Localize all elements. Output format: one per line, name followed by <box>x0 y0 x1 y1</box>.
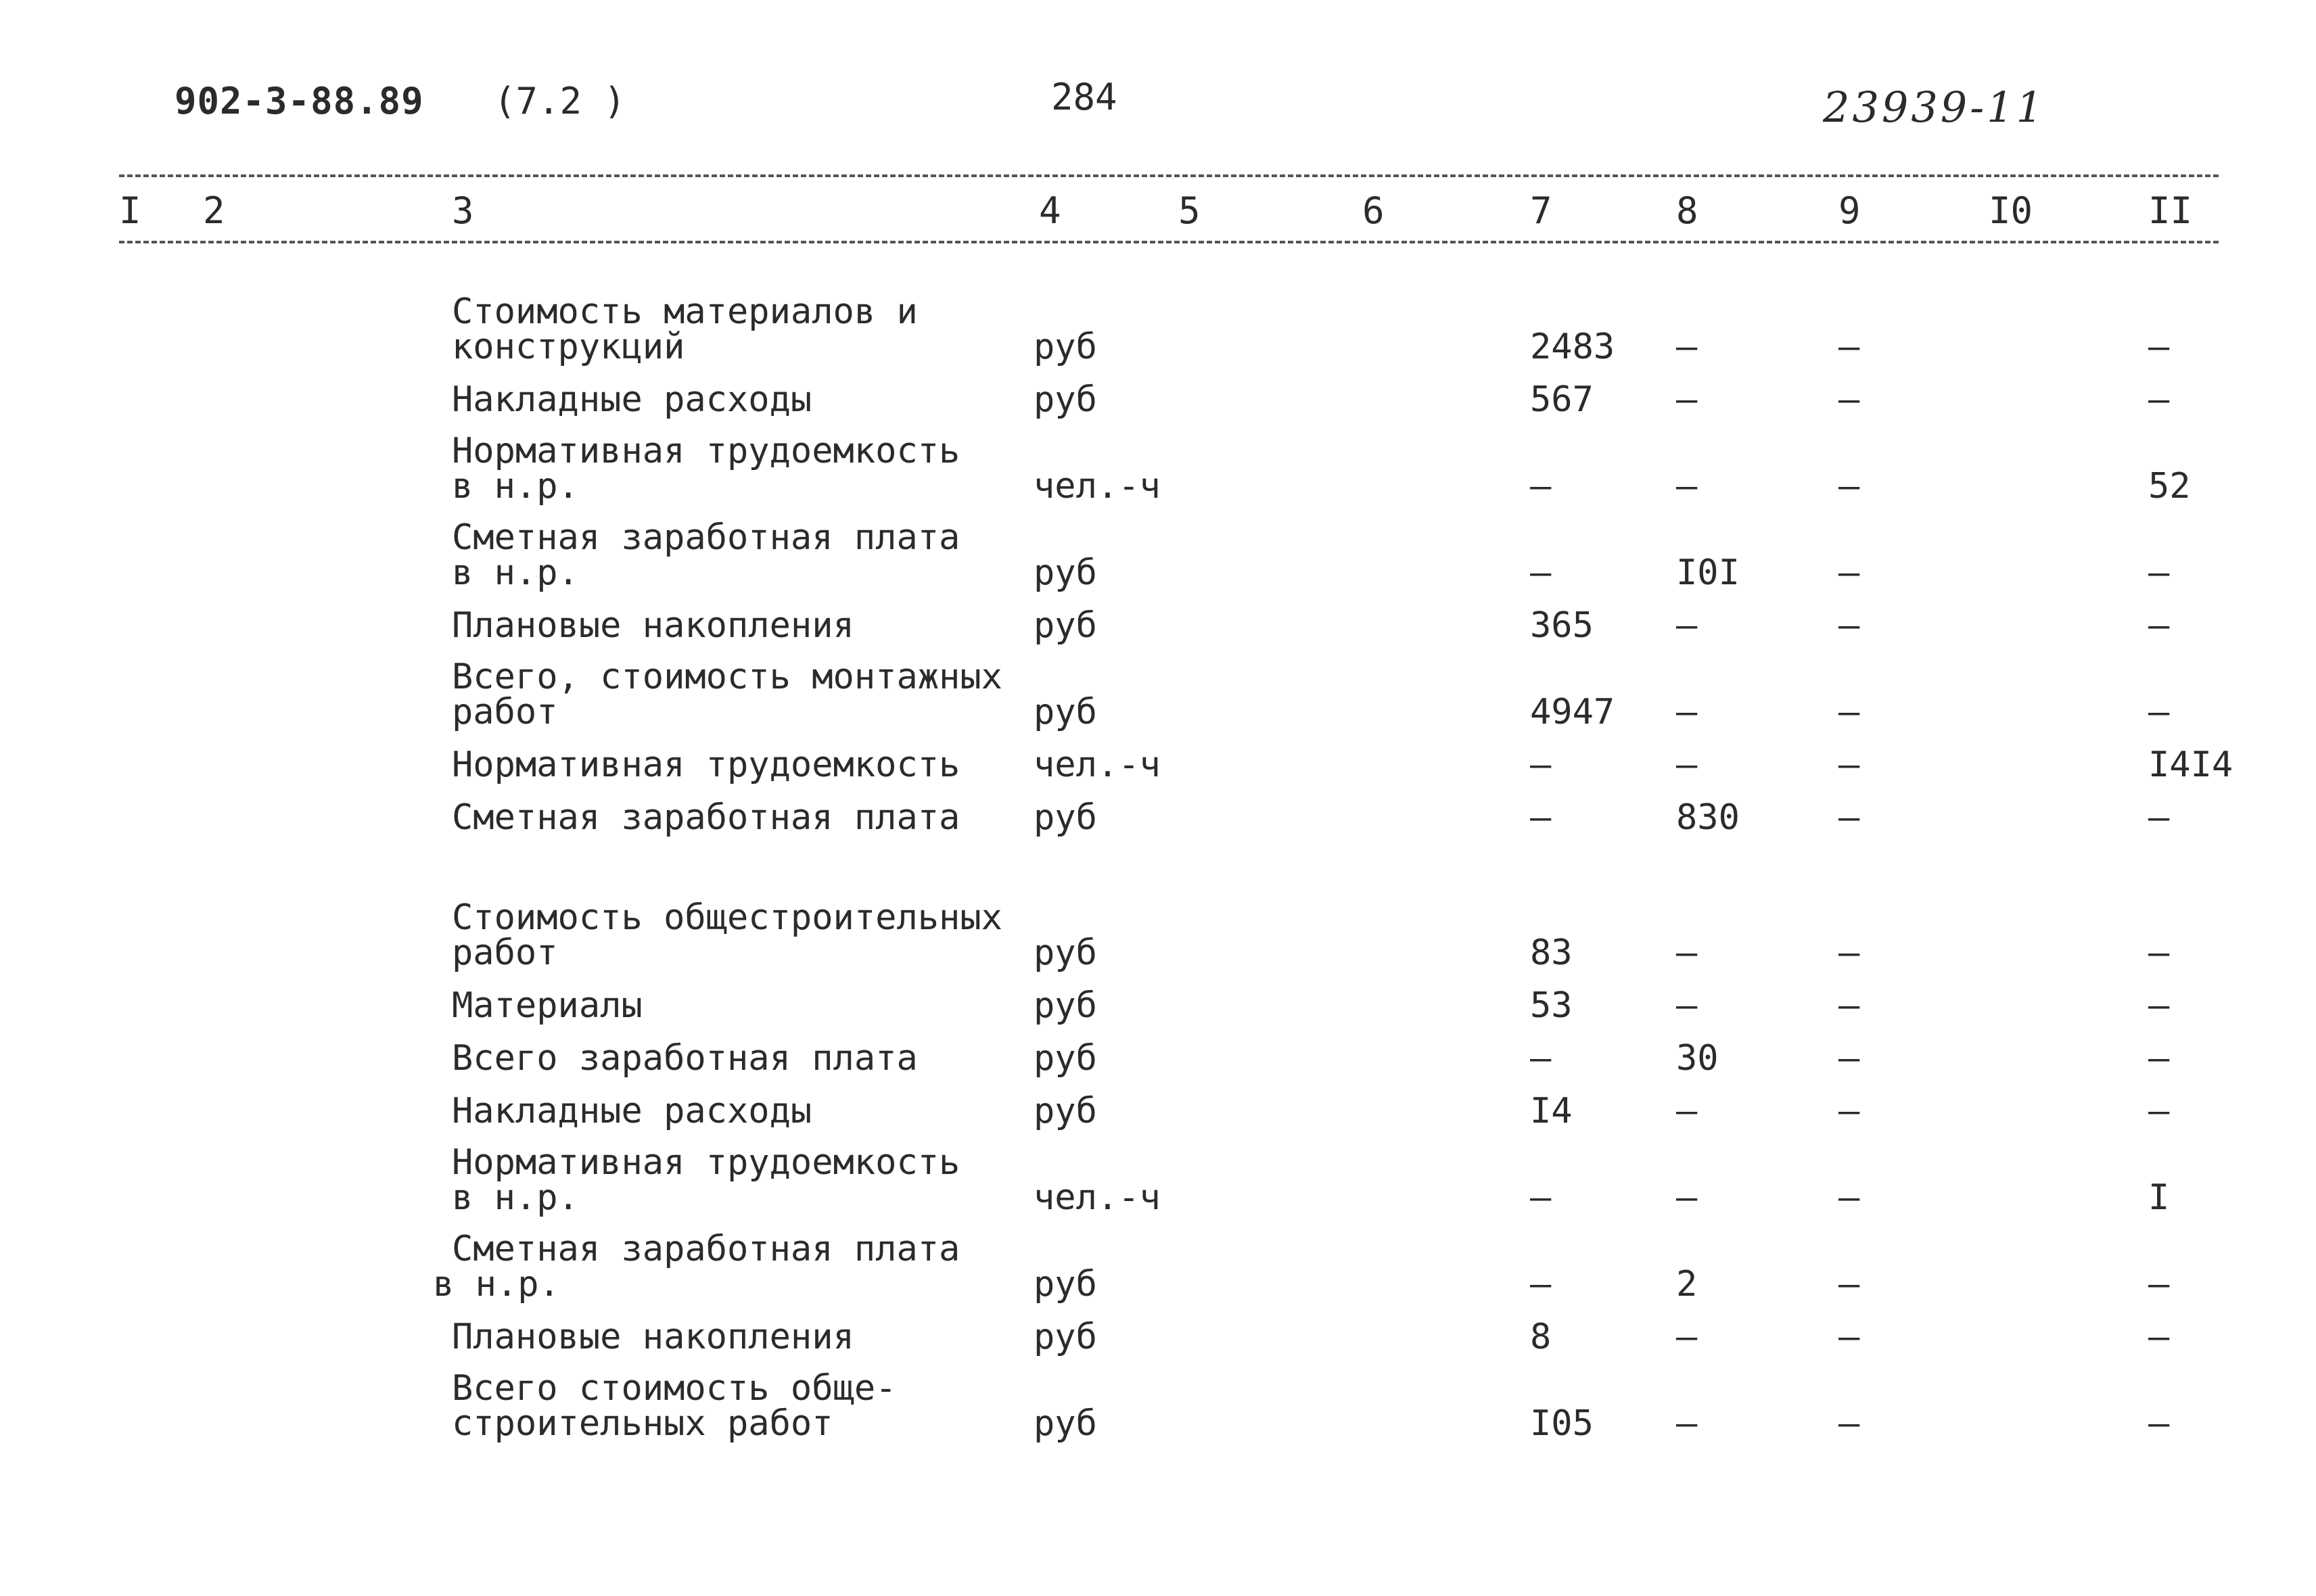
row-name: в н.р. <box>452 553 579 593</box>
row-unit: руб <box>1034 1038 1097 1079</box>
row-name: Нормативная трудоемкость <box>452 431 960 471</box>
row-value-c7: – <box>1530 797 1552 838</box>
row-value-c8: – <box>1676 379 1698 420</box>
row-value-c11: – <box>2148 1038 2170 1079</box>
column-number: 7 <box>1530 189 1552 232</box>
row-value-c9: – <box>1838 1264 1860 1305</box>
header-rule-top <box>119 174 2219 177</box>
row-value-c11: – <box>2148 1317 2170 1357</box>
row-name: Сметная заработная плата <box>452 797 960 838</box>
column-number: 3 <box>452 189 474 232</box>
row-value-c11: – <box>2148 692 2170 732</box>
row-value-c7: 365 <box>1530 605 1594 646</box>
row-value-c8: 30 <box>1676 1038 1719 1079</box>
row-name: Стоимость общестроительных <box>452 897 1002 938</box>
row-value-c9: – <box>1838 745 1860 785</box>
row-unit: руб <box>1034 1091 1097 1131</box>
row-value-c8: – <box>1676 466 1698 507</box>
row-unit: руб <box>1034 1264 1097 1305</box>
row-value-c7: – <box>1530 1038 1552 1079</box>
row-value-c9: – <box>1838 466 1860 507</box>
row-value-c7: 4947 <box>1530 692 1615 732</box>
column-number: 9 <box>1838 189 1861 232</box>
row-value-c9: – <box>1838 553 1860 593</box>
row-value-c7: 8 <box>1530 1317 1552 1357</box>
row-value-c7: – <box>1530 1177 1552 1218</box>
row-value-c9: – <box>1838 1317 1860 1357</box>
row-value-c9: – <box>1838 1038 1860 1079</box>
row-unit: руб <box>1034 933 1097 973</box>
row-unit: руб <box>1034 985 1097 1026</box>
row-value-c8: 2 <box>1676 1264 1698 1305</box>
row-name: Накладные расходы <box>452 1091 812 1131</box>
row-name: Нормативная трудоемкость <box>452 1142 960 1183</box>
row-unit: руб <box>1034 1403 1097 1444</box>
column-number: 4 <box>1039 189 1061 232</box>
row-unit: чел.-ч <box>1034 745 1161 785</box>
inventory-number: 23939-11 <box>1823 83 2046 132</box>
row-name: работ <box>452 933 558 973</box>
row-value-c11: – <box>2148 797 2170 838</box>
row-unit: руб <box>1034 605 1097 646</box>
document-code: 902-3-88.89 <box>175 80 424 122</box>
row-value-c8: – <box>1676 745 1698 785</box>
page-number: 284 <box>1051 76 1117 118</box>
row-name: Нормативная трудоемкость <box>452 745 960 785</box>
row-value-c8: – <box>1676 1403 1698 1444</box>
column-number: 2 <box>203 189 225 232</box>
row-name: Сметная заработная плата <box>452 1229 960 1269</box>
row-value-c8: – <box>1676 1177 1698 1218</box>
row-value-c9: – <box>1838 797 1860 838</box>
row-name: Накладные расходы <box>452 379 812 420</box>
row-value-c9: – <box>1838 985 1860 1026</box>
row-value-c8: 830 <box>1676 797 1740 838</box>
column-number: 5 <box>1178 189 1201 232</box>
row-value-c11: – <box>2148 985 2170 1026</box>
row-name: Сметная заработная плата <box>452 517 960 558</box>
row-value-c11: I <box>2148 1177 2170 1218</box>
row-value-c9: – <box>1838 1177 1860 1218</box>
row-value-c11: – <box>2148 1091 2170 1131</box>
row-name: Плановые накопления <box>452 605 854 646</box>
row-value-c7: – <box>1530 466 1552 507</box>
row-unit: руб <box>1034 327 1097 367</box>
row-value-c11: – <box>2148 379 2170 420</box>
row-value-c8: – <box>1676 327 1698 367</box>
row-name: Всего стоимость обще- <box>452 1368 897 1409</box>
row-value-c7: I05 <box>1530 1403 1594 1444</box>
row-value-c8: – <box>1676 933 1698 973</box>
row-value-c11: – <box>2148 327 2170 367</box>
column-number: I <box>119 189 141 232</box>
row-value-c7: 567 <box>1530 379 1594 420</box>
row-value-c9: – <box>1838 1091 1860 1131</box>
row-value-c9: – <box>1838 379 1860 420</box>
row-value-c7: 2483 <box>1530 327 1615 367</box>
row-name: Плановые накопления <box>452 1317 854 1357</box>
column-number: II <box>2148 189 2193 232</box>
row-unit: руб <box>1034 553 1097 593</box>
row-value-c11: I4I4 <box>2148 745 2233 785</box>
row-value-c9: – <box>1838 692 1860 732</box>
row-value-c8: – <box>1676 605 1698 646</box>
row-value-c9: – <box>1838 1403 1860 1444</box>
row-value-c11: – <box>2148 933 2170 973</box>
row-value-c7: 83 <box>1530 933 1573 973</box>
column-number: 6 <box>1362 189 1385 232</box>
row-name: в н.р. <box>452 466 579 507</box>
section-number: (7.2 ) <box>494 80 626 122</box>
column-number: I0 <box>1989 189 2033 232</box>
row-unit: чел.-ч <box>1034 466 1161 507</box>
row-name: Всего заработная плата <box>452 1038 918 1079</box>
row-name: в н.р. <box>433 1264 560 1305</box>
header-rule-bottom <box>119 241 2219 243</box>
row-value-c11: – <box>2148 1403 2170 1444</box>
row-value-c11: – <box>2148 605 2170 646</box>
row-value-c11: 52 <box>2148 466 2191 507</box>
row-unit: чел.-ч <box>1034 1177 1161 1218</box>
row-value-c8: – <box>1676 985 1698 1026</box>
row-unit: руб <box>1034 1317 1097 1357</box>
row-value-c11: – <box>2148 553 2170 593</box>
row-name: в н.р. <box>452 1177 579 1218</box>
row-name: Материалы <box>452 985 643 1026</box>
row-value-c9: – <box>1838 605 1860 646</box>
row-name: строительных работ <box>452 1403 833 1444</box>
row-unit: руб <box>1034 379 1097 420</box>
row-name: конструкций <box>452 327 685 367</box>
row-value-c9: – <box>1838 327 1860 367</box>
row-name: работ <box>452 692 558 732</box>
row-value-c8: – <box>1676 1091 1698 1131</box>
row-value-c7: I4 <box>1530 1091 1573 1131</box>
row-value-c8: I0I <box>1676 553 1740 593</box>
row-value-c8: – <box>1676 692 1698 732</box>
row-name: Всего, стоимость монтажных <box>452 657 1002 697</box>
row-value-c7: – <box>1530 553 1552 593</box>
row-value-c11: – <box>2148 1264 2170 1305</box>
column-number: 8 <box>1676 189 1698 232</box>
row-value-c9: – <box>1838 933 1860 973</box>
row-value-c7: 53 <box>1530 985 1573 1026</box>
row-value-c8: – <box>1676 1317 1698 1357</box>
row-unit: руб <box>1034 692 1097 732</box>
row-value-c7: – <box>1530 745 1552 785</box>
row-name: Стоимость материалов и <box>452 291 918 332</box>
row-value-c7: – <box>1530 1264 1552 1305</box>
row-unit: руб <box>1034 797 1097 838</box>
